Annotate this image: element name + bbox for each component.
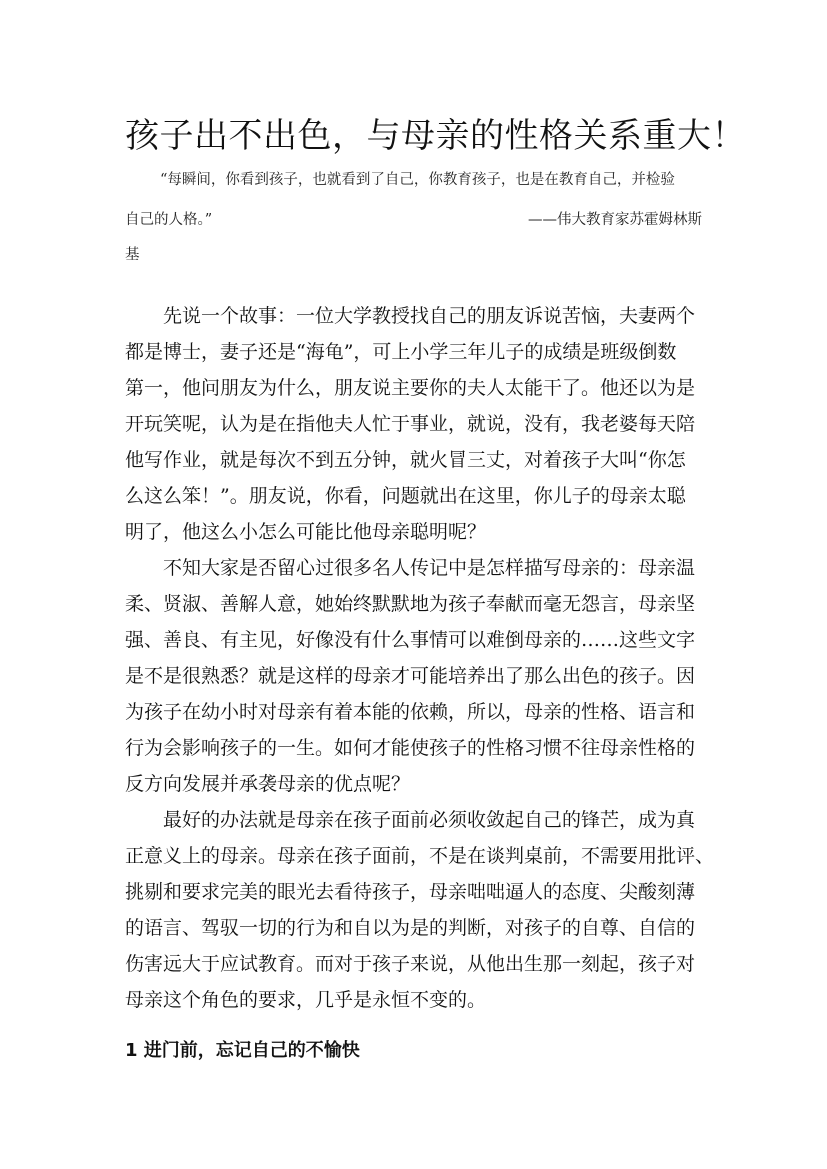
paragraph-line: 为孩子在幼小时对母亲有着本能的依赖，所以，母亲的性格、语言和 — [125, 701, 696, 723]
paragraph-line: 挑剔和要求完美的眼光去看待孩子，母亲咄咄逼人的态度、尖酸刻薄 — [125, 881, 696, 903]
quote-attribution: ——伟大教育家苏霍姆林斯 — [528, 212, 702, 228]
paragraph-line: 么这么笨！”。朋友说，你看，问题就出在这里，你儿子的母亲太聪 — [125, 485, 686, 507]
paragraph-line: 强、善良、有主见，好像没有什么事情可以难倒母亲的……这些文字 — [125, 629, 696, 651]
paragraph-2 — [125, 550, 705, 802]
article-title: 孩子出不出色，与母亲的性格关系重大！ — [125, 116, 746, 156]
article-body — [125, 298, 715, 1018]
paragraph-1 — [125, 298, 705, 550]
paragraph-line: 开玩笑呢，认为是在指他夫人忙于事业，就说，没有，我老婆每天陪 — [125, 413, 696, 435]
paragraph-line: 母亲这个角色的要求，几乎是永恒不变的。 — [125, 989, 487, 1011]
paragraph-line: 是不是很熟悉？就是这样的母亲才可能培养出了那么出色的孩子。因 — [125, 665, 696, 687]
paragraph-3 — [125, 802, 715, 1018]
paragraph-line: 他写作业，就是每次不到五分钟，就火冒三丈，对着孩子大叫“你怎 — [125, 449, 686, 471]
paragraph-line: 柔、贤淑、善解人意，她始终默默地为孩子奉献而毫无怨言，母亲坚 — [125, 593, 696, 615]
paragraph-line: 都是博士，妻子还是“海龟”，可上小学三年儿子的成绩是班级倒数 — [125, 341, 677, 363]
paragraph-line: 先说一个故事：一位大学教授找自己的朋友诉说苦恼，夫妻两个 — [163, 305, 696, 327]
paragraph-line: 正意义上的母亲。母亲在孩子面前，不是在谈判桌前，不需要用批评、 — [125, 845, 715, 867]
paragraph-line: 的语言、驾驭一切的行为和自以为是的判断，对孩子的自尊、自信的 — [125, 917, 696, 939]
section-heading: 1 进门前，忘记自己的不愉快 — [125, 1040, 360, 1061]
quote-line-1: “每瞬间，你看到孩子，也就看到了自己，你教育孩子，也是在教育自己，并检验 — [160, 172, 675, 188]
quote-line-2: 自己的人格。” — [125, 212, 213, 228]
paragraph-line: 行为会影响孩子的一生。如何才能使孩子的性格习惯不往母亲性格的 — [125, 737, 696, 759]
paragraph-line: 不知大家是否留心过很多名人传记中是怎样描写母亲的：母亲温 — [163, 557, 696, 579]
paragraph-line: 反方向发展并承袭母亲的优点呢？ — [125, 773, 411, 795]
quote-attribution-continued: 基 — [125, 247, 140, 263]
paragraph-line: 第一，他问朋友为什么，朋友说主要你的夫人太能干了。他还以为是 — [125, 377, 696, 399]
paragraph-line: 伤害远大于应试教育。而对于孩子来说，从他出生那一刻起，孩子对 — [125, 953, 696, 975]
paragraph-line: 明了，他这么小怎么可能比他母亲聪明呢？ — [125, 521, 487, 543]
paragraph-line: 最好的办法就是母亲在孩子面前必须收敛起自己的锋芒，成为真 — [163, 809, 696, 831]
